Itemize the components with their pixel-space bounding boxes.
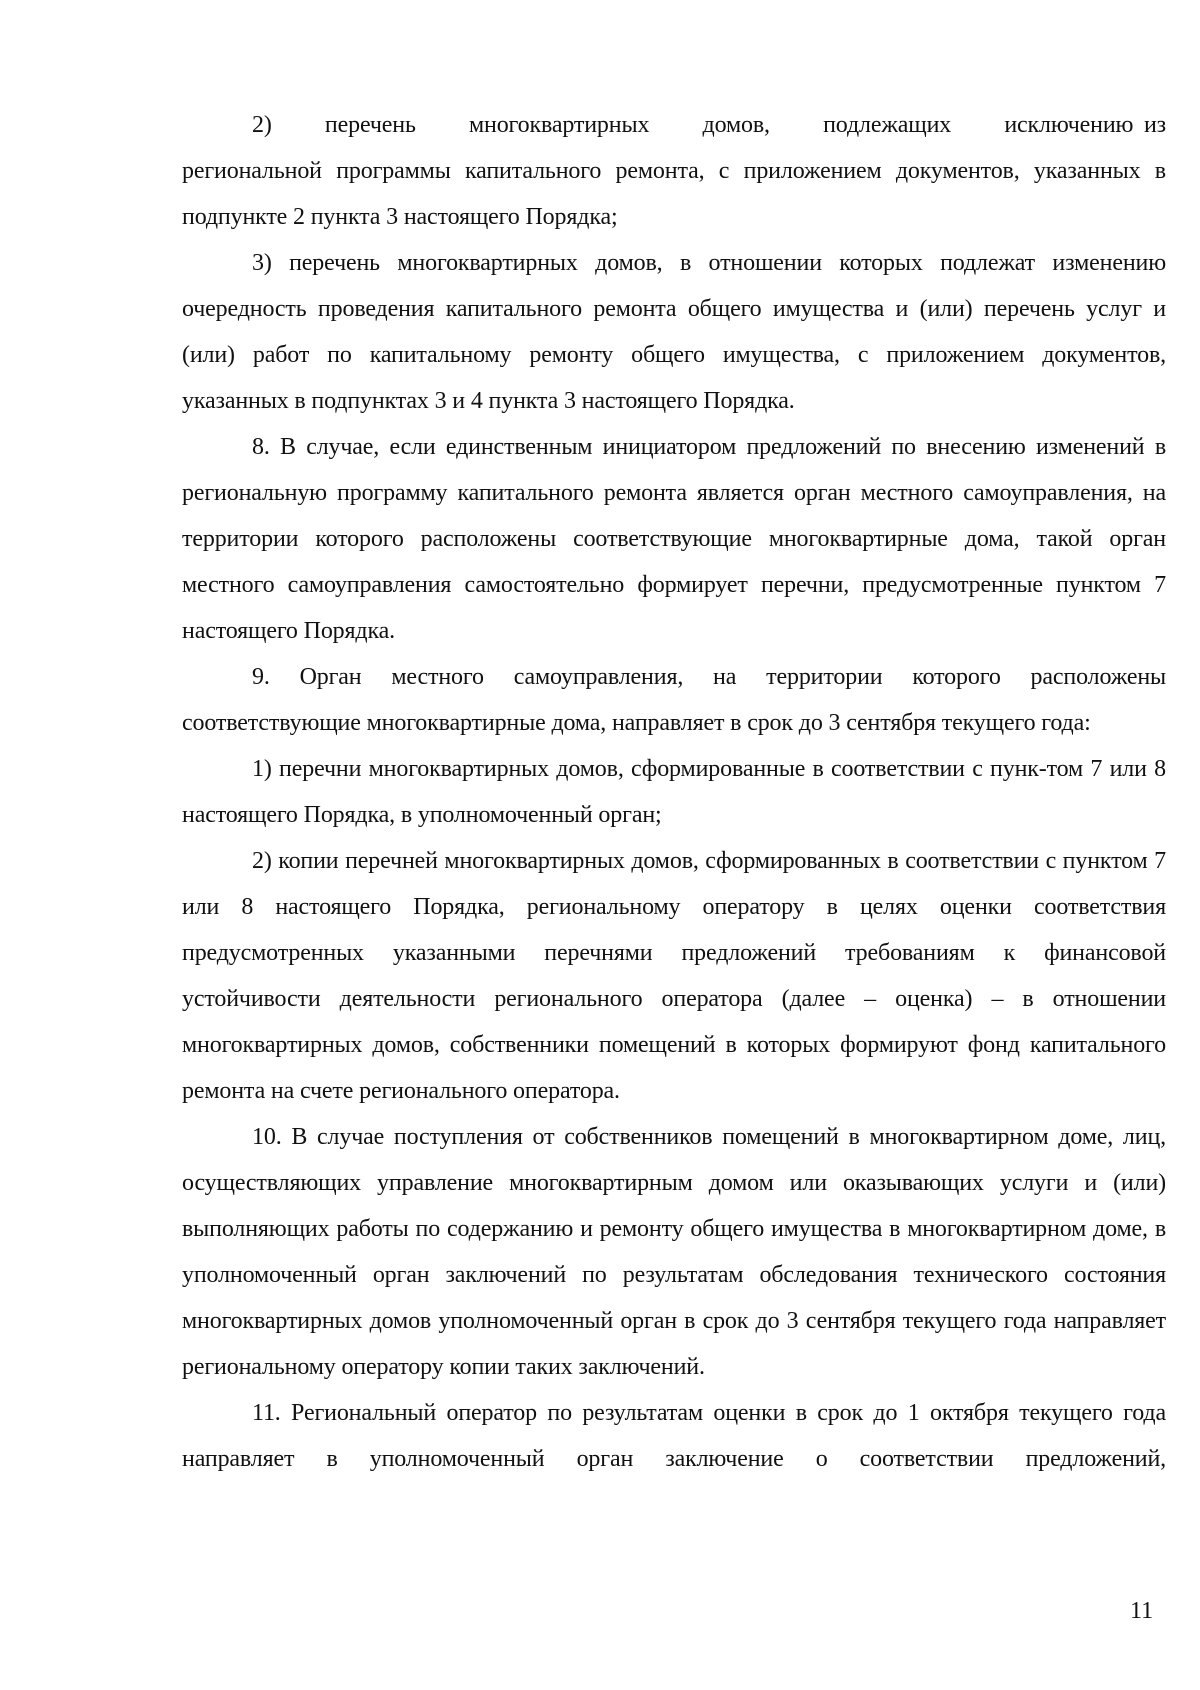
- paragraph-9-item-2: 2) копии перечней многоквартирных домов, сформированных в соответствии с пунктом 7 или 8 настоящего Порядка, региональному оператору в целях оценки соответствия предусмотренных указанными перечнями предложений требованиям к финансовой устойчивости деятельности регионального оператора (далее – оценка) – в отношении многоквартирных домов, собственники помещений в которых формируют фонд капитального ремонта на счете регионального оператора.: [182, 848, 1166, 1104]
- paragraph-2-exclusion-list: 2) перечень многоквартирных домов, подлежащих исключению из региональной программы капитального ремонта, с приложением документов, указанных в подпункте 2 пункта 3 настоящего Порядка;: [182, 112, 1166, 230]
- paragraph-3-order-change-list: 3) перечень многоквартирных домов, в отношении которых подлежат изменению очередность проведения капитального ремонта общего имущества и (или) перечень услуг и (или) работ по капитальному ремонту общего имущества, с приложением документов, указанных в подпунктах 3 и 4 пункта 3 настоящего Порядка.: [182, 250, 1166, 414]
- paragraph-9-item-1: 1) перечни многоквартирных домов, сформированные в соответствии с пунк-том 7 или 8 настоящего Порядка, в уполномоченный орган;: [182, 756, 1166, 828]
- paragraph-11: 11. Региональный оператор по результатам оценки в срок до 1 октября текущего года направляет в уполномоченный орган заключение о соответствии предложений,: [182, 1400, 1166, 1472]
- paragraph-9: 9. Орган местного самоуправления, на территории которого расположены соответствующие многоквартирные дома, направляет в срок до 3 сентября текущего года:: [182, 664, 1166, 736]
- paragraph-8: 8. В случае, если единственным инициатором предложений по внесению изменений в региональную программу капитального ремонта является орган местного самоуправления, на территории которого расположены соответствующие многоквартирные дома, такой орган местного самоуправления самостоятельно формирует перечни, предусмотренные пунктом 7 настоящего Порядка.: [182, 434, 1166, 644]
- paragraph-10: 10. В случае поступления от собственников помещений в многоквартирном доме, лиц, осуществляющих управление многоквартирным домом или оказывающих услуги и (или) выполняющих работы по содержанию и ремонту общего имущества в многоквартирном доме, в уполномоченный орган заключений по результатам обследования технического состояния многоквартирных домов уполномоченный орган в срок до 3 сентября текущего года направляет региональному оператору копии таких заключений.: [182, 1124, 1166, 1380]
- page-number: 11: [1130, 1598, 1154, 1624]
- document-body: [182, 102, 1166, 1482]
